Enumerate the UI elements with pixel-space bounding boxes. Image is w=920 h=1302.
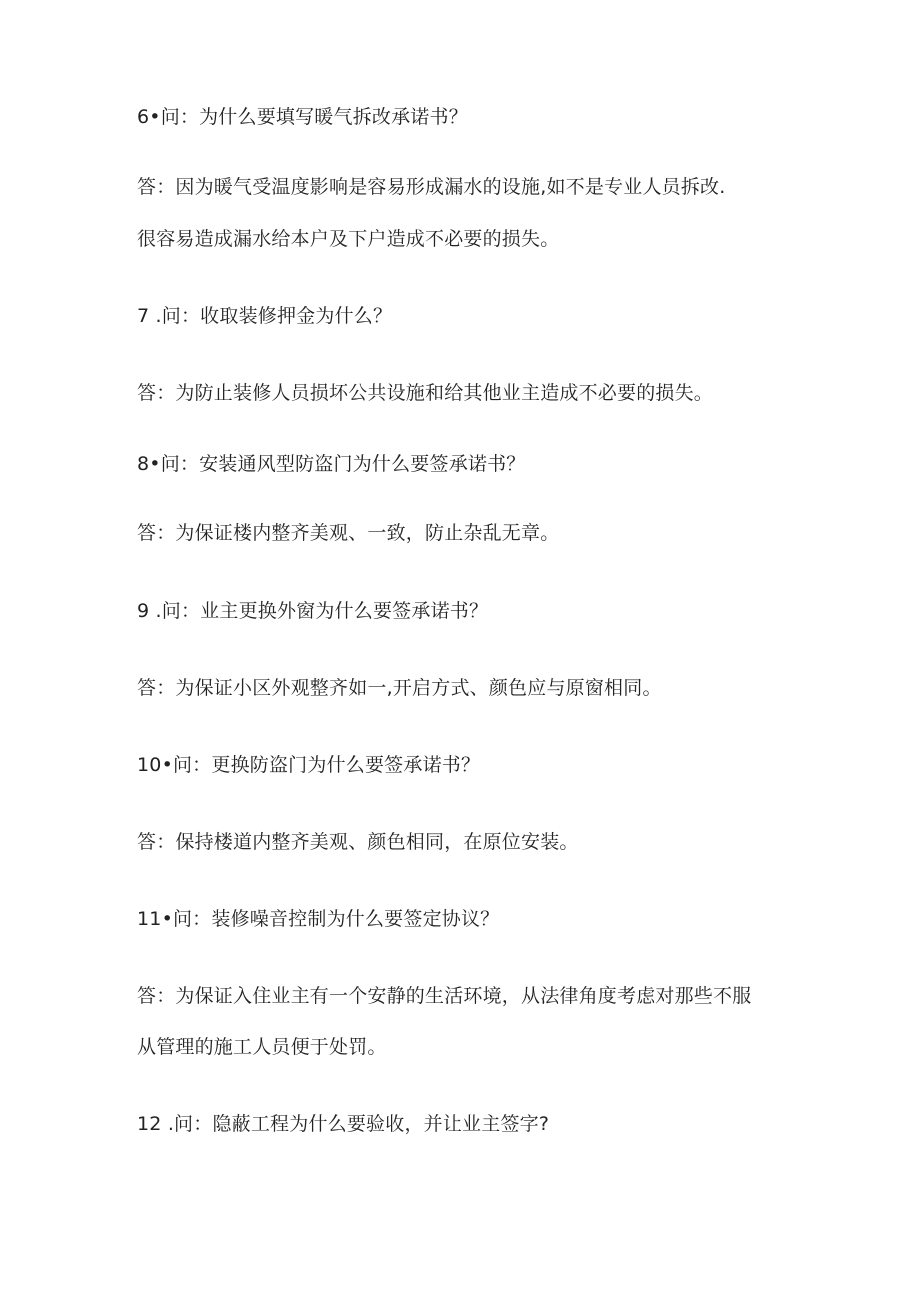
answer-9: 答：为保证小区外观整齐如一,开启方式、颜色应与原窗相同。 (137, 677, 662, 699)
answer-10: 答：保持楼道内整齐美观、颜色相同，在原位安装。 (137, 831, 579, 853)
answer-11-line-2: 从管理的施工人员便于处罚。 (137, 1036, 387, 1058)
question-6: 6•问：为什么要填写暖气拆改承诺书？ (137, 106, 468, 128)
answer-6-line-2: 很容易造成漏水给本户及下户造成不必要的损失。 (137, 228, 560, 250)
question-7: 7 .问：收取装修押金为什么？ (137, 305, 393, 327)
answer-7: 答：为防止装修人员损坏公共设施和给其他业主造成不必要的损失。 (137, 382, 714, 404)
answer-6-line-1: 答：因为暖气受温度影响是容易形成漏水的设施,如不是专业人员拆改. (137, 176, 726, 198)
answer-8: 答：为保证楼内整齐美观、一致，防止杂乱无章。 (137, 522, 560, 544)
question-11: 11•问：装修噪音控制为什么要签定协议？ (137, 908, 500, 930)
question-10: 10•问：更换防盗门为什么要签承诺书？ (137, 754, 481, 776)
question-12: 12 .问：隐蔽工程为什么要验收，并让业主签字? (137, 1113, 550, 1135)
question-8: 8•问：安装通风型防盗门为什么要签承诺书？ (137, 453, 526, 475)
answer-11-line-1: 答：为保证入住业主有一个安静的生活环境，从法律角度考虑对那些不服 (137, 985, 752, 1007)
question-9: 9 .问：业主更换外窗为什么要签承诺书？ (137, 600, 489, 622)
